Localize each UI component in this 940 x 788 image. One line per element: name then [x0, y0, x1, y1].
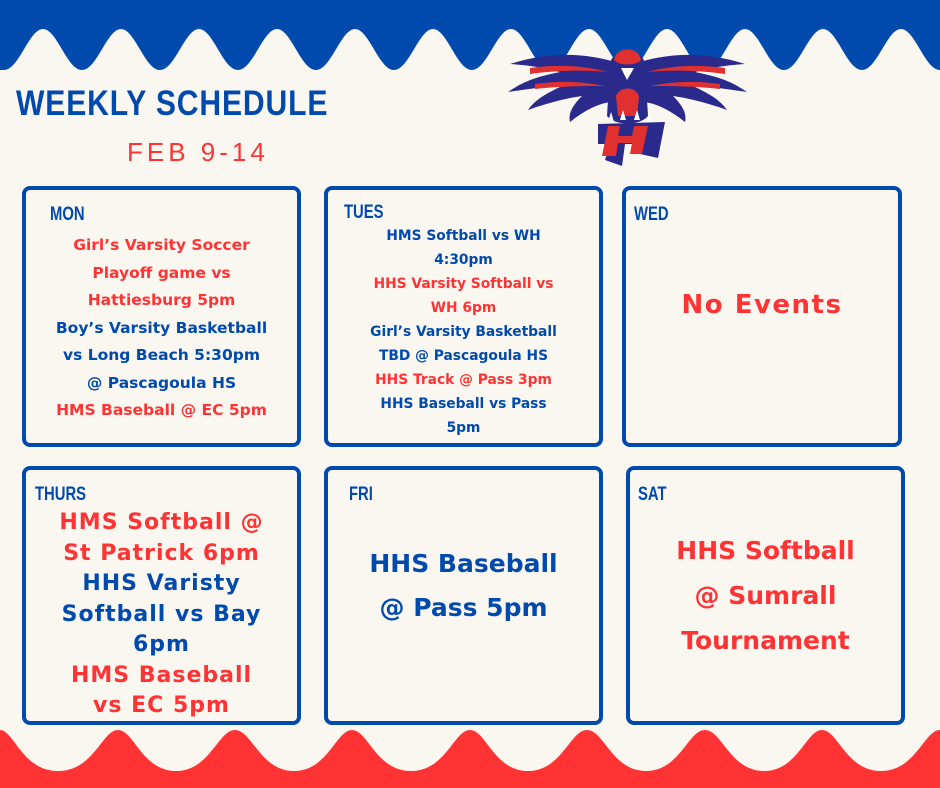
event-item: Girl’s Varsity Soccer — [73, 236, 250, 254]
event-item: @ Pascagoula HS — [86, 373, 237, 392]
event-item: @ Pass 5pm — [379, 593, 548, 622]
day-label: TUES — [344, 202, 384, 223]
event-item: 5pm — [446, 420, 481, 436]
top-wave-decoration — [0, 0, 940, 80]
event-list — [26, 232, 297, 425]
event-item: HHS Track @ Pass 3pm — [375, 372, 552, 388]
event-item: Hattiesburg 5pm — [87, 291, 236, 309]
event-item: Softball vs Bay — [61, 601, 262, 627]
day-label: SAT — [638, 484, 667, 505]
event-item: No Events — [681, 290, 843, 320]
day-label: MON — [50, 204, 85, 225]
event-item: Girl’s Varsity Basketball — [370, 324, 557, 340]
event-item: 6pm — [133, 632, 190, 657]
event-list — [26, 508, 297, 722]
day-label: FRI — [349, 484, 373, 505]
event-item: vs EC 5pm — [93, 693, 230, 718]
event-item: Boy’s Varsity Basketball — [55, 318, 268, 337]
day-card-fri — [324, 466, 603, 725]
event-item: HMS Softball vs WH — [386, 228, 541, 244]
hawk-mascot-logo-icon — [490, 26, 765, 168]
day-card-thurs — [22, 466, 301, 725]
event-item: vs Long Beach 5:30pm — [63, 346, 260, 364]
event-list — [328, 224, 599, 440]
event-item: HHS Softball — [676, 536, 855, 565]
page-title: WEEKLY SCHEDULE — [16, 84, 329, 123]
event-item: Playoff game vs — [92, 263, 231, 282]
event-item: HHS Varsity Softball vs — [373, 276, 554, 292]
day-card-tues — [324, 186, 603, 447]
day-card-wed — [622, 186, 902, 447]
event-item: Tournament — [681, 626, 850, 655]
event-item: @ Sumrall — [694, 581, 837, 610]
event-item: HHS Varisty — [82, 571, 241, 596]
event-item: HMS Baseball — [70, 662, 253, 688]
date-range: FEB 9-14 — [127, 137, 269, 167]
day-card-sat — [626, 466, 905, 725]
event-list — [626, 288, 898, 322]
event-list — [630, 528, 901, 663]
event-item: HMS Baseball @ EC 5pm — [56, 401, 267, 419]
event-item: 4:30pm — [434, 252, 493, 268]
event-list — [328, 542, 599, 630]
day-card-mon — [22, 186, 301, 447]
event-item: HMS Softball @ — [59, 510, 264, 535]
day-label: WED — [634, 204, 669, 225]
event-item: HHS Baseball vs Pass — [380, 396, 547, 412]
event-item: HHS Baseball — [369, 549, 558, 578]
bottom-wave-decoration — [0, 725, 940, 788]
day-label: THURS — [35, 484, 87, 505]
event-item: St Patrick 6pm — [63, 540, 260, 566]
event-item: WH 6pm — [430, 300, 497, 316]
event-item: TBD @ Pascagoula HS — [378, 348, 549, 364]
